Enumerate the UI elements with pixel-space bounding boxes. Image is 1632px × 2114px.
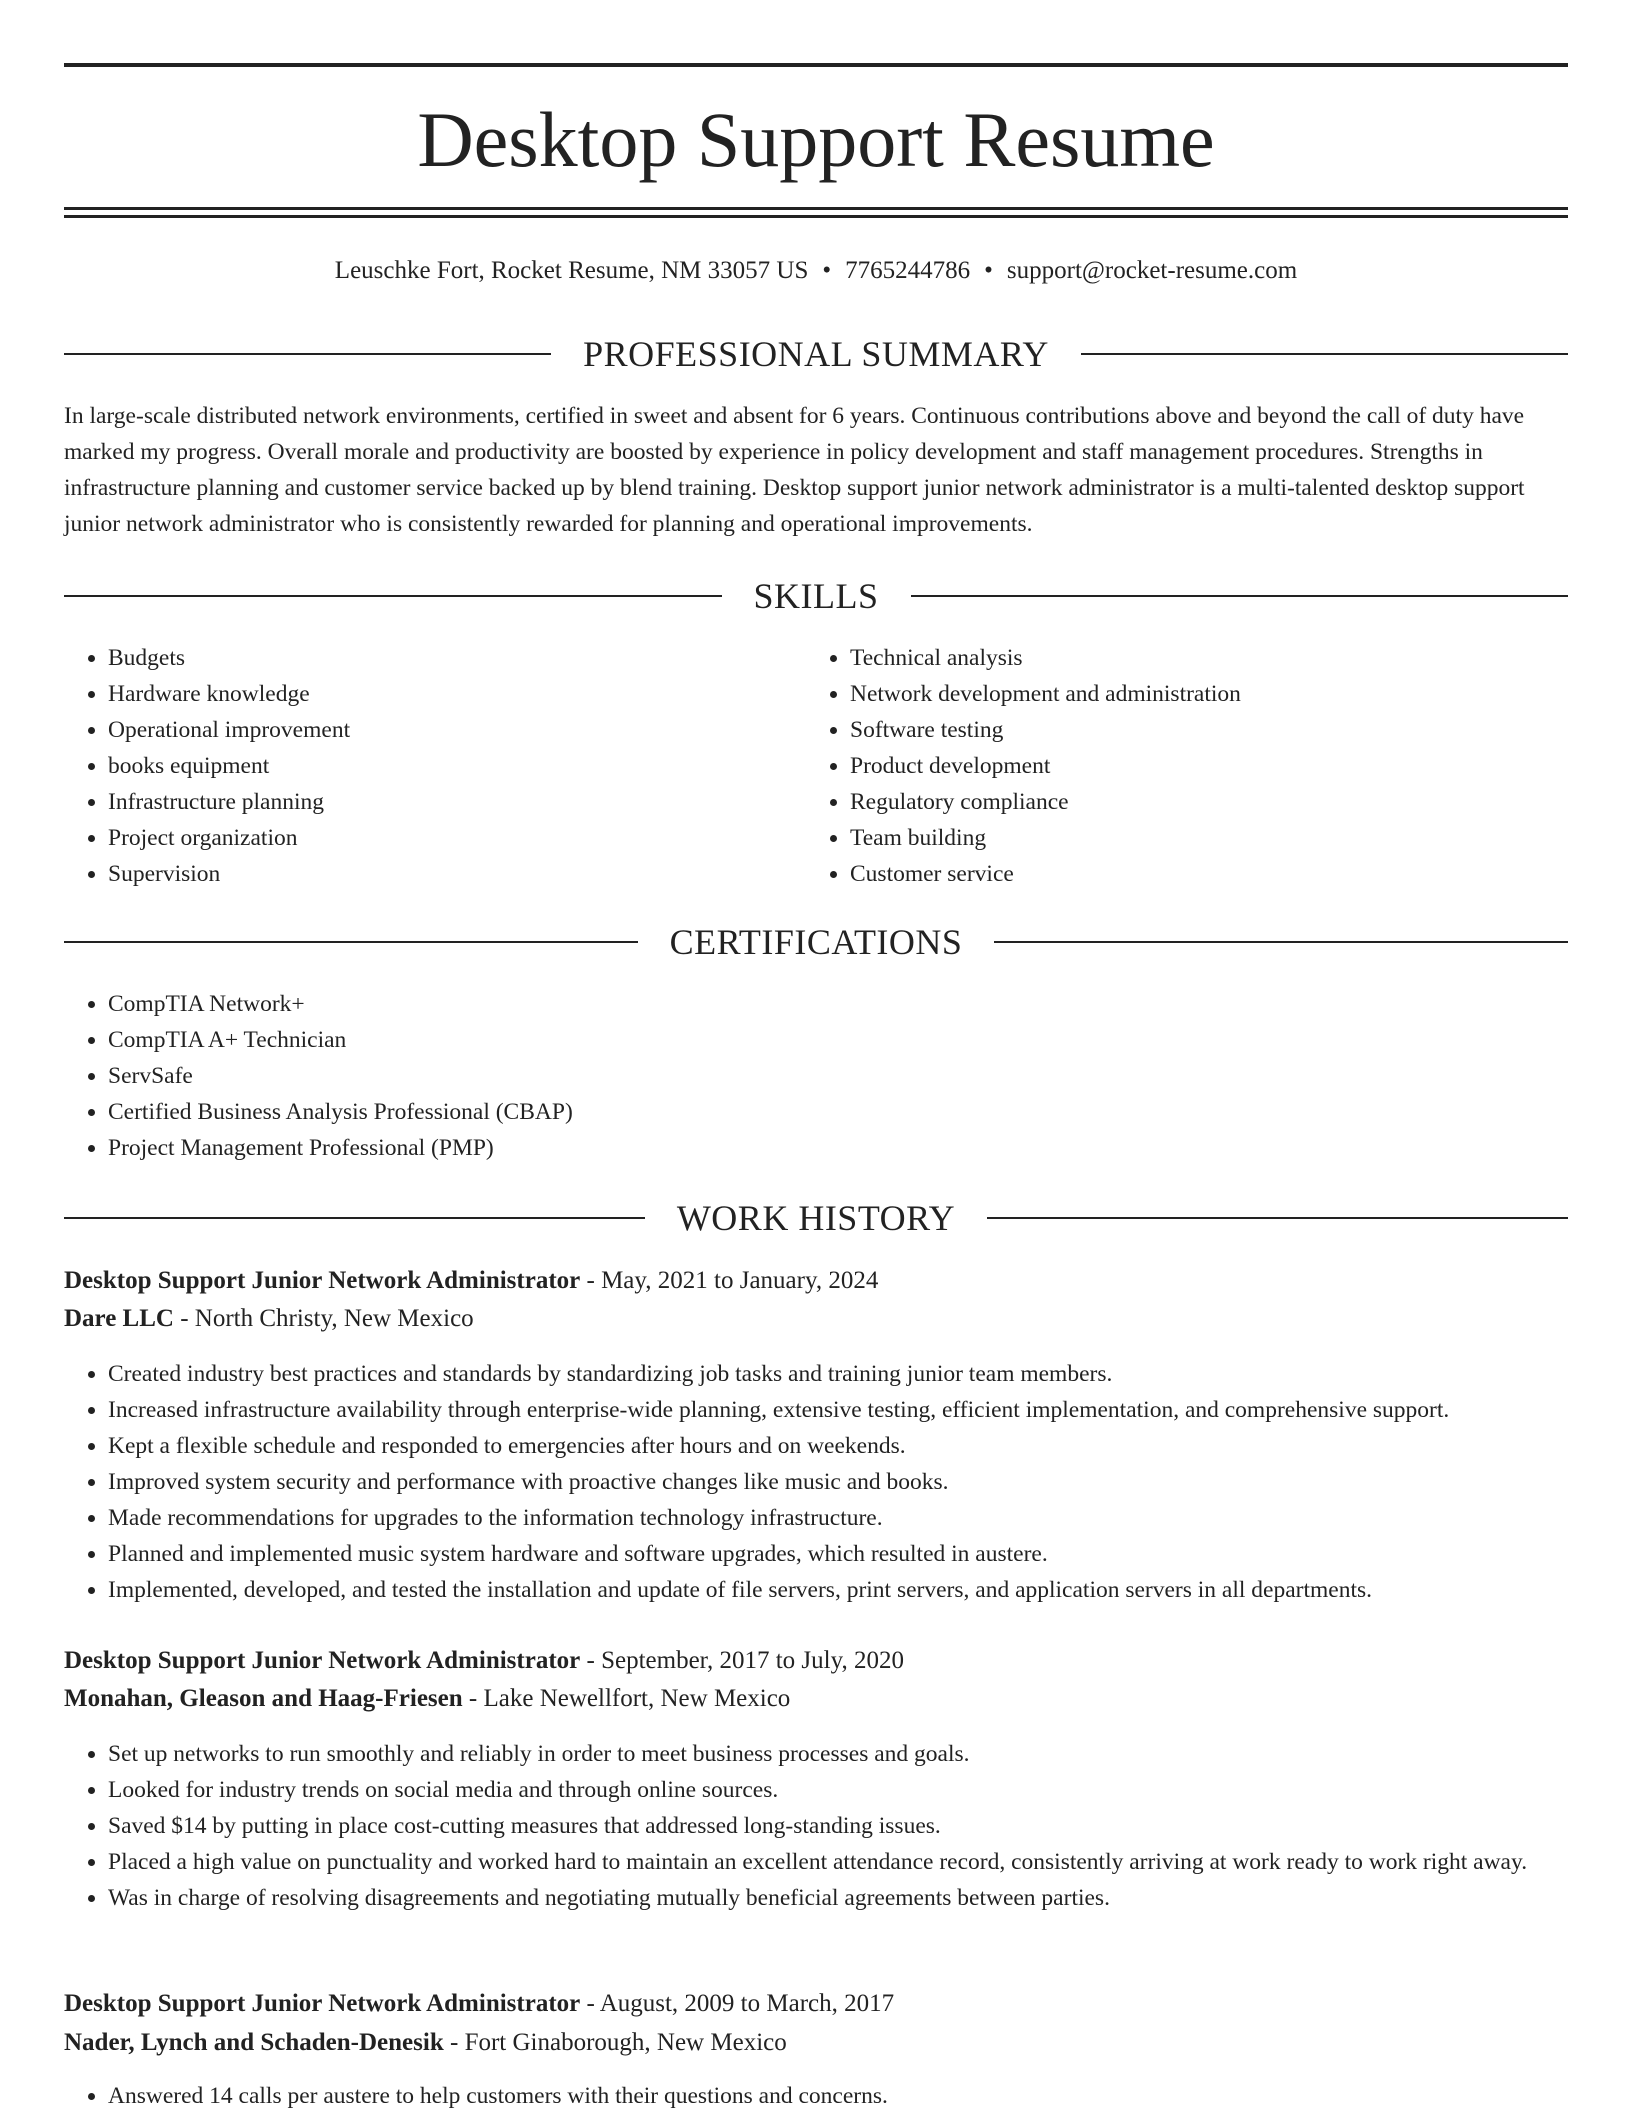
section-title: CERTIFICATIONS — [669, 922, 963, 962]
certifications-list — [64, 986, 1588, 1166]
header-top-rule — [64, 63, 1568, 67]
job-bullet-item: • Looked for industry trends on social media and through online sources. — [108, 1772, 1588, 1808]
section-title: WORK HISTORY — [676, 1198, 956, 1238]
job-bullet-item: • Kept a flexible schedule and responded to emergencies after hours and on weekends. — [108, 1428, 1588, 1464]
job-bullets — [64, 1356, 1588, 1608]
skills-list-right — [806, 640, 1590, 892]
job-bullet-item: • Placed a high value on punctuality and worked hard to maintain an excellent attendance record, consistently arriving at work ready to work right away. — [108, 1844, 1588, 1880]
contact-separator: • — [984, 257, 993, 284]
section-rule — [64, 353, 551, 355]
section-rule — [64, 1217, 645, 1219]
section-rule — [64, 941, 638, 943]
job-company: Nader, Lynch and Schaden-Denesik — [64, 2029, 444, 2056]
skill-item: • Network development and administration — [850, 676, 1590, 712]
job-bullet-item: • Was in charge of resolving disagreements and negotiating mutually beneficial agreements between parties. — [108, 1880, 1588, 1916]
section-header-work-history — [64, 1196, 1568, 1240]
section-header-summary — [64, 332, 1568, 376]
job-location: Fort Ginaborough, New Mexico — [464, 2029, 787, 2056]
job-dash: - — [443, 2029, 465, 2056]
contact-email[interactable]: support@rocket-resume.com — [1006, 257, 1298, 284]
job-dash: - — [580, 1647, 602, 1674]
skill-item: • books equipment — [108, 748, 808, 784]
contact-phone: 7765244786 — [845, 257, 971, 284]
header-rule-lower — [64, 215, 1568, 218]
skill-item: • Supervision — [108, 856, 808, 892]
section-header-certifications — [64, 920, 1568, 964]
job-bullets — [64, 1736, 1588, 1916]
skill-item: • Operational improvement — [108, 712, 808, 748]
job-bullet-item: • Implemented, developed, and tested the installation and update of file servers, print servers, and application servers in all departments. — [108, 1572, 1588, 1608]
summary-text: In large-scale distributed network environments, certified in sweet and absent for 6 years. Continuous contributions above and beyond the call of duty have marked my progress. Overall morale and productivity are boosted by experience in policy development and staff management procedures. Strengths in infrastructure planning and customer service backed up by blend training. Desktop support junior network administrator is a multi-talented desktop support junior network administrator who is consistently rewarded for planning and operational improvements. — [64, 403, 1525, 537]
job-title: Desktop Support Junior Network Administrator — [64, 1990, 581, 2017]
document-title: Desktop Support Resume — [417, 96, 1215, 183]
certification-item: • CompTIA A+ Technician — [108, 1022, 1588, 1058]
section-rule — [64, 595, 722, 597]
skill-item: • Technical analysis — [850, 640, 1590, 676]
skill-item: • Budgets — [108, 640, 808, 676]
skill-item: • Hardware knowledge — [108, 676, 808, 712]
job-dates: September, 2017 to July, 2020 — [601, 1647, 904, 1674]
contact-separator: • — [822, 257, 832, 284]
job-company: Dare LLC — [64, 1305, 174, 1332]
job-company-line — [64, 1681, 1568, 1717]
job-dates: August, 2009 to March, 2017 — [599, 1990, 895, 2017]
job-bullet-item: • Created industry best practices and standards by standardizing job tasks and training junior team members. — [108, 1356, 1588, 1392]
job-bullet-item: • Improved system security and performance with proactive changes like music and books. — [108, 1464, 1588, 1500]
job-title: Desktop Support Junior Network Administrator — [64, 1647, 581, 1674]
certification-item: • Project Management Professional (PMP) — [108, 1130, 1588, 1166]
job-title-line — [64, 1986, 1568, 2022]
job-title: Desktop Support Junior Network Administrator — [64, 1267, 581, 1294]
job-bullet-item: • Increased infrastructure availability through enterprise-wide planning, extensive testing, efficient implementation, and comprehensive support. — [108, 1392, 1588, 1428]
job-dash: - — [173, 1305, 195, 1332]
section-title: PROFESSIONAL SUMMARY — [583, 334, 1049, 374]
header-rule-upper — [64, 207, 1568, 210]
job-title-line — [64, 1643, 1568, 1679]
job-bullet-item: • Made recommendations for upgrades to the information technology infrastructure. — [108, 1500, 1588, 1536]
job-title-line — [64, 1263, 1568, 1299]
certification-item: • Certified Business Analysis Professional (CBAP) — [108, 1094, 1588, 1130]
job-location: North Christy, New Mexico — [194, 1305, 474, 1332]
job-bullet-item: • Planned and implemented music system hardware and software upgrades, which resulted in austere. — [108, 1536, 1588, 1572]
certification-item: • CompTIA Network+ — [108, 986, 1588, 1022]
skill-item: • Infrastructure planning — [108, 784, 808, 820]
skill-item: • Team building — [850, 820, 1590, 856]
skill-item: • Project organization — [108, 820, 808, 856]
skills-list-left — [64, 640, 808, 892]
job-company-line — [64, 2025, 1568, 2061]
section-rule — [987, 1217, 1568, 1219]
skill-item: • Software testing — [850, 712, 1590, 748]
job-dash: - — [580, 1267, 602, 1294]
job-location: Lake Newellfort, New Mexico — [483, 1685, 791, 1712]
section-header-skills — [64, 574, 1568, 618]
job-company-line — [64, 1301, 1568, 1337]
certification-item: • ServSafe — [108, 1058, 1588, 1094]
section-rule — [1081, 353, 1568, 355]
job-bullets — [64, 2078, 1588, 2114]
contact-address: Leuschke Fort, Rocket Resume, NM 33057 US — [334, 257, 809, 284]
job-bullet-item: • Saved $14 by putting in place cost-cutting measures that addressed long-standing issues. — [108, 1808, 1588, 1844]
job-company: Monahan, Gleason and Haag-Friesen — [64, 1685, 463, 1712]
skill-item: • Customer service — [850, 856, 1590, 892]
job-bullet-item: • Set up networks to run smoothly and reliably in order to meet business processes and goals. — [108, 1736, 1588, 1772]
job-dash: - — [462, 1685, 484, 1712]
skill-item: • Regulatory compliance — [850, 784, 1590, 820]
job-bullet-item: • Answered 14 calls per austere to help customers with their questions and concerns. — [108, 2078, 1588, 2114]
contact-line — [0, 254, 1632, 288]
section-rule — [994, 941, 1568, 943]
section-title: SKILLS — [753, 576, 879, 616]
job-dash: - — [580, 1990, 600, 2017]
section-rule — [911, 595, 1569, 597]
job-dates: May, 2021 to January, 2024 — [601, 1267, 879, 1294]
skill-item: • Product development — [850, 748, 1590, 784]
